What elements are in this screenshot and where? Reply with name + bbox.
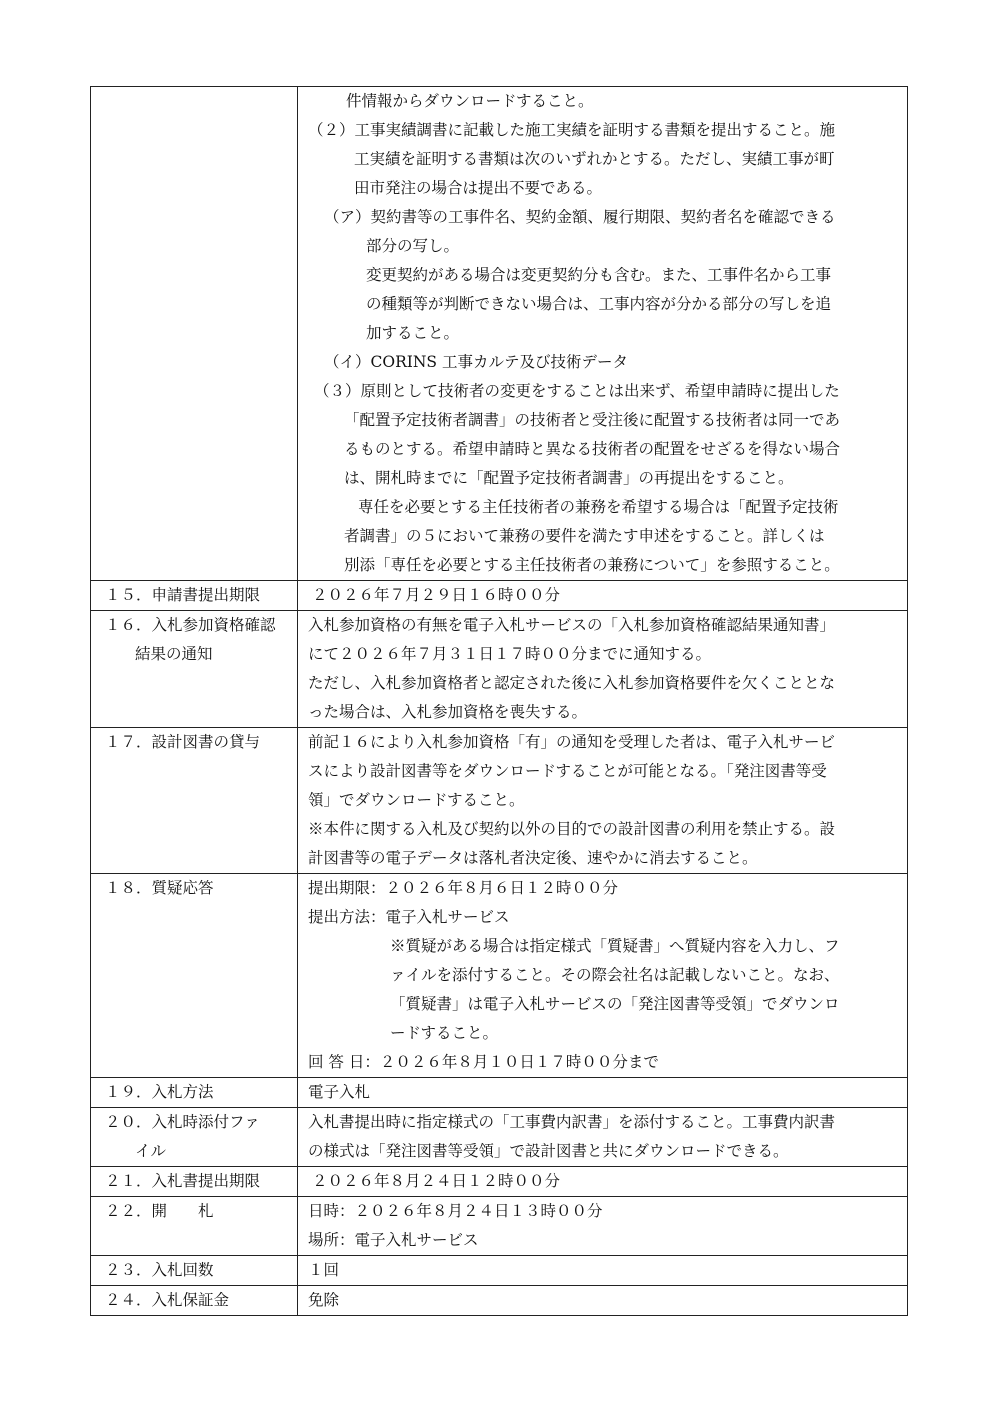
text-line: の種類等が判断できない場合は、工事内容が分かる部分の写しを追	[366, 295, 832, 313]
row-label	[91, 1256, 298, 1286]
table-row	[91, 1256, 908, 1286]
text-line: った場合は、入札参加資格を喪失する。	[308, 703, 588, 721]
table-row	[91, 1078, 908, 1108]
text-line: 工実績を証明する書類は次のいずれかとする。ただし、実績工事が町	[354, 150, 835, 168]
row-content	[298, 728, 908, 874]
label-text: １６．入札参加資格確認	[105, 616, 276, 634]
conditions-table	[90, 86, 908, 1316]
text-line: 計図書等の電子データは落札者決定後、速やかに消去すること。	[308, 849, 758, 867]
text-line: 領」でダウンロードすること。	[308, 791, 525, 809]
text-line: 提出方法：電子入札サービス	[308, 908, 510, 926]
row-content	[298, 1197, 908, 1256]
table-row	[91, 1197, 908, 1256]
text-line: 日時：２０２６年８月２４日１３時００分	[308, 1202, 603, 1220]
label-text: ２２．開 札	[105, 1202, 214, 1220]
text-line: ※質疑がある場合は指定様式「質疑書」へ質疑内容を入力し、フ	[390, 937, 840, 955]
text-line: （ア）契約書等の工事件名、契約金額、履行期限、契約者名を確認できる	[324, 208, 836, 226]
label-text: ２１．入札書提出期限	[105, 1172, 261, 1190]
table-row	[91, 611, 908, 728]
label-text: ２０．入札時添付ファ	[105, 1113, 260, 1131]
text-line: （２）工事実績調書に記載した施工実績を証明する書類を提出すること。施	[308, 121, 836, 139]
text-line: 「質疑書」は電子入札サービスの「発注図書等受領」でダウンロ	[390, 995, 840, 1013]
table-row	[91, 581, 908, 611]
text-line: は、開札時までに「配置予定技術者調書」の再提出をすること。	[344, 469, 794, 487]
text-line: 場所：電子入札サービス	[308, 1231, 479, 1249]
row-label	[91, 1167, 298, 1197]
text-line: 別添「専任を必要とする主任技術者の兼務について」を参照すること。	[344, 556, 840, 574]
row-content-continued	[298, 87, 908, 581]
text-line: 田市発注の場合は提出不要である。	[354, 179, 603, 197]
table-row	[91, 87, 908, 581]
row-content	[298, 1256, 908, 1286]
text-line: 者調書」の５において兼務の要件を満たす申述をすること。詳しくは	[344, 527, 825, 545]
label-text: ２４．入札保証金	[105, 1291, 230, 1309]
row-label	[91, 1078, 298, 1108]
text-line: ァイルを添付すること。その際会社名は記載しないこと。なお、	[390, 966, 840, 984]
text-line: 入札参加資格の有無を電子入札サービスの「入札参加資格確認結果通知書」	[308, 616, 836, 634]
text-line: 件情報からダウンロードすること。	[346, 92, 594, 110]
row-label	[91, 728, 298, 874]
label-text: １９．入札方法	[105, 1083, 214, 1101]
text-line: 変更契約がある場合は変更契約分も含む。また、工事件名から工事	[366, 266, 832, 284]
row-label	[91, 874, 298, 1078]
text-line: 「配置予定技術者調書」の技術者と受注後に配置する技術者は同一であ	[344, 411, 841, 429]
row-content	[298, 581, 908, 611]
row-label-empty	[91, 87, 298, 581]
row-content	[298, 611, 908, 728]
table-row	[91, 874, 908, 1078]
text-line: 回 答 日：２０２６年８月１０日１７時００分まで	[308, 1053, 659, 1071]
label-text: ２３．入札回数	[105, 1261, 214, 1279]
text-line: 専任を必要とする主任技術者の兼務を希望する場合は「配置予定技術	[358, 498, 839, 516]
text-line: ※本件に関する入札及び契約以外の目的での設計図書の利用を禁止する。設	[308, 820, 836, 838]
row-content	[298, 1078, 908, 1108]
text-line: 前記１６により入札参加資格「有」の通知を受理した者は、電子入札サービ	[308, 733, 836, 751]
table-row	[91, 728, 908, 874]
label-text: １８．質疑応答	[105, 879, 214, 897]
table-row	[91, 1108, 908, 1167]
value-text: １回	[308, 1261, 340, 1279]
row-label	[91, 1197, 298, 1256]
text-line: 入札書提出時に指定様式の「工事費内訳書」を添付すること。工事費内訳書	[308, 1113, 836, 1131]
text-line: （イ）CORINS 工事カルテ及び技術データ	[324, 353, 628, 371]
text-line: 提出期限：２０２６年８月６日１２時００分	[308, 879, 619, 897]
value-text: ２０２６年７月２９日１６時００分	[312, 586, 561, 604]
text-line: スにより設計図書等をダウンロードすることが可能となる。「発注図書等受	[308, 762, 827, 780]
table-row	[91, 1286, 908, 1316]
text-line: 加すること。	[366, 324, 460, 342]
value-text: 免除	[308, 1291, 340, 1309]
value-text: ２０２６年８月２４日１２時００分	[312, 1172, 561, 1190]
row-content	[298, 1108, 908, 1167]
text-line: の様式は「発注図書等受領」で設計図書と共にダウンロードできる。	[308, 1142, 789, 1160]
value-text: 電子入札	[308, 1083, 371, 1101]
text-line: るものとする。希望申請時と異なる技術者の配置をせざるを得ない場合	[344, 440, 841, 458]
row-label	[91, 581, 298, 611]
row-label	[91, 1286, 298, 1316]
text-line: 部分の写し。	[366, 237, 460, 255]
row-label	[91, 1108, 298, 1167]
text-line: にて２０２６年７月３１日１７時００分までに通知する。	[308, 645, 712, 663]
row-label	[91, 611, 298, 728]
text-line: ードすること。	[390, 1024, 499, 1042]
row-content	[298, 1286, 908, 1316]
label-text: １５．申請書提出期限	[105, 586, 261, 604]
table-row	[91, 1167, 908, 1197]
row-content	[298, 1167, 908, 1197]
row-content	[298, 874, 908, 1078]
label-text: イル	[135, 1142, 167, 1160]
text-line: （３）原則として技術者の変更をすることは出来ず、希望申請時に提出した	[314, 382, 840, 400]
label-text: 結果の通知	[135, 645, 213, 663]
text-line: ただし、入札参加資格者と認定された後に入札参加資格要件を欠くこととな	[308, 674, 836, 692]
label-text: １７．設計図書の貸与	[105, 733, 261, 751]
